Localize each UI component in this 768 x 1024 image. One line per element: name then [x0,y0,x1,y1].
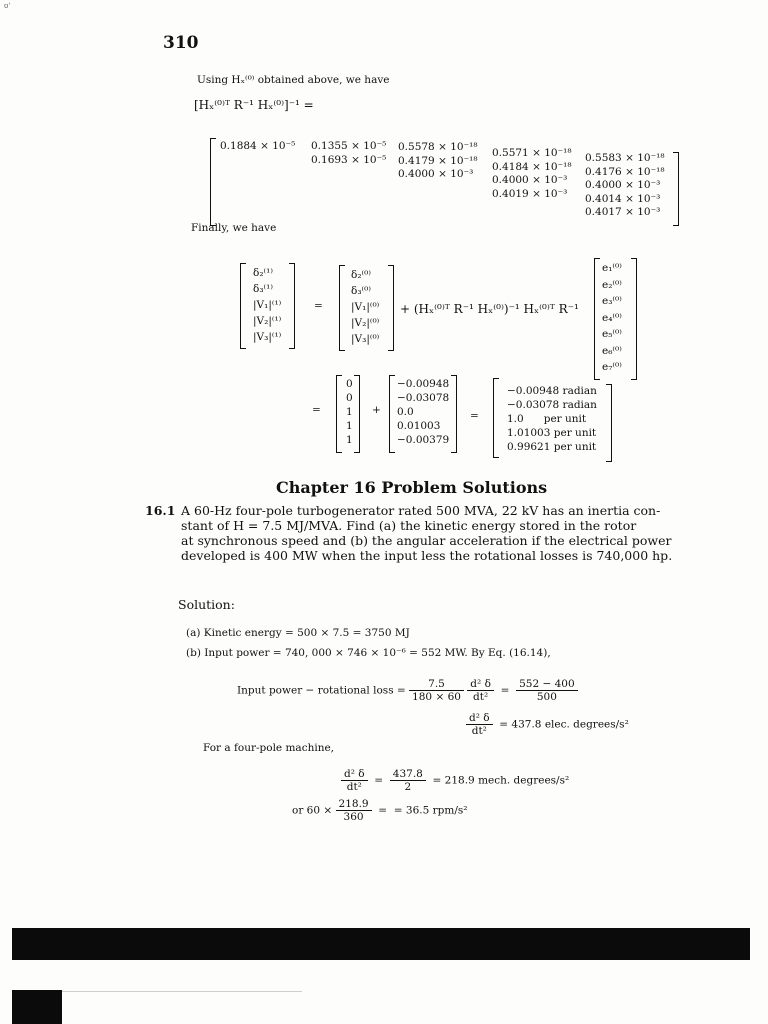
four-pole-line: For a four-pole machine, [203,742,335,754]
matrix-col-1: 0.1884 × 10⁻⁵ [220,140,296,152]
finally-line: Finally, we have [191,222,277,234]
fraction-inertia: $\frac{7.5}{180 \times 60}$ [409,678,464,703]
solution-label: Solution: [178,597,235,612]
correction-vector: −0.00948 −0.03078 0.0 0.01003 −0.00379 [397,378,450,446]
fraction-power: $\frac{552 - 400}{500}$ [516,678,578,703]
rpm-acceleration: or 60 × $\frac{218.9}{360}$ = = 36.5 rpm/s² [292,798,468,823]
chapter-heading: Chapter 16 Problem Solutions [276,478,548,497]
state-old-vector: δ₂⁽⁰⁾ δ₃⁽⁰⁾ |V₁|⁽⁰⁾ |V₂|⁽⁰⁾ |V₃|⁽⁰⁾ [351,269,380,345]
initial-vector: 0 0 1 1 1 [346,378,353,446]
swing-equation: Input power − rotational loss = $\frac{7.5}{180 \times 60}$ $\frac{\text{d² δ}}{\text{dt²}}$ = $\frac{552 - 400}{500}$ [237,678,578,703]
matrix-col-3: 0.5578 × 10⁻¹⁸ 0.4179 × 10⁻¹⁸ 0.4000 × 10⁻³ [398,141,478,180]
fraction-d2delta: $\frac{\text{d² δ}}{\text{dt²}}$ [467,678,494,703]
inverse-expression: [Hₓ⁽⁰⁾ᵀ R⁻¹ Hₓ⁽⁰⁾]⁻¹ = [194,98,314,112]
scan-thin-line [62,991,302,992]
problem-number: 16.1 [145,503,176,518]
elec-acceleration: $\frac{\text{d² δ}}{\text{dt²}}$ = 437.8 elec. degrees/s² [466,712,629,737]
matrix-col-2: 0.1355 × 10⁻⁵ 0.1693 × 10⁻⁵ [311,140,387,166]
problem-text: A 60-Hz four-pole turbogenerator rated 500 MVA, 22 kV has an inertia con- stant of H = 7.5 MJ/MVA. Find (a) the kinetic energy stored in the rotor at synchronous speed and (b) the angular acceleration if the electrical power developed is 400 MW when the input less the rotational losses is 740,000 hp. [181,503,673,563]
scan-black-band [12,928,750,960]
mech-acceleration: $\frac{\text{d² δ}}{\text{dt²}}$ = $\frac{437.8}{2}$ = 218.9 mech. degrees/s² [341,768,569,793]
solution-a: (a) Kinetic energy = 500 × 7.5 = 3750 MJ [186,627,410,639]
matrix-col-4: 0.5571 × 10⁻¹⁸ 0.4184 × 10⁻¹⁸ 0.4000 × 10⁻³ 0.4019 × 10⁻³ [492,147,572,200]
intro-line: Using Hₓ⁽⁰⁾ obtained above, we have [197,74,390,86]
matrix-left-bracket [210,138,216,226]
matrix-col-5: 0.5583 × 10⁻¹⁸ 0.4176 × 10⁻¹⁸ 0.4000 × 10⁻³ 0.4014 × 10⁻³ 0.4017 × 10⁻³ [585,152,665,218]
page-number: 310 [163,33,199,53]
result-vector: −0.00948 radian −0.03078 radian 1.0 per unit 1.01003 per unit 0.99621 per unit [507,385,597,453]
scan-black-block [12,990,62,1024]
corner-mark: ʊ' [4,2,11,10]
residual-vector: e₁⁽⁰⁾ e₂⁽⁰⁾ e₃⁽⁰⁾ e₄⁽⁰⁾ e₅⁽⁰⁾ e₆⁽⁰⁾ e₇⁽⁰⁾ [602,262,622,373]
matrix-right-bracket [673,152,679,226]
update-expression: + (Hₓ⁽⁰⁾ᵀ R⁻¹ Hₓ⁽⁰⁾)⁻¹ Hₓ⁽⁰⁾ᵀ R⁻¹ [400,302,579,316]
solution-b: (b) Input power = 740, 000 × 746 × 10⁻⁶ = 552 MW. By Eq. (16.14), [186,647,551,659]
state-new-vector: δ₂⁽¹⁾ δ₃⁽¹⁾ |V₁|⁽¹⁾ |V₂|⁽¹⁾ |V₃|⁽¹⁾ [253,267,282,343]
